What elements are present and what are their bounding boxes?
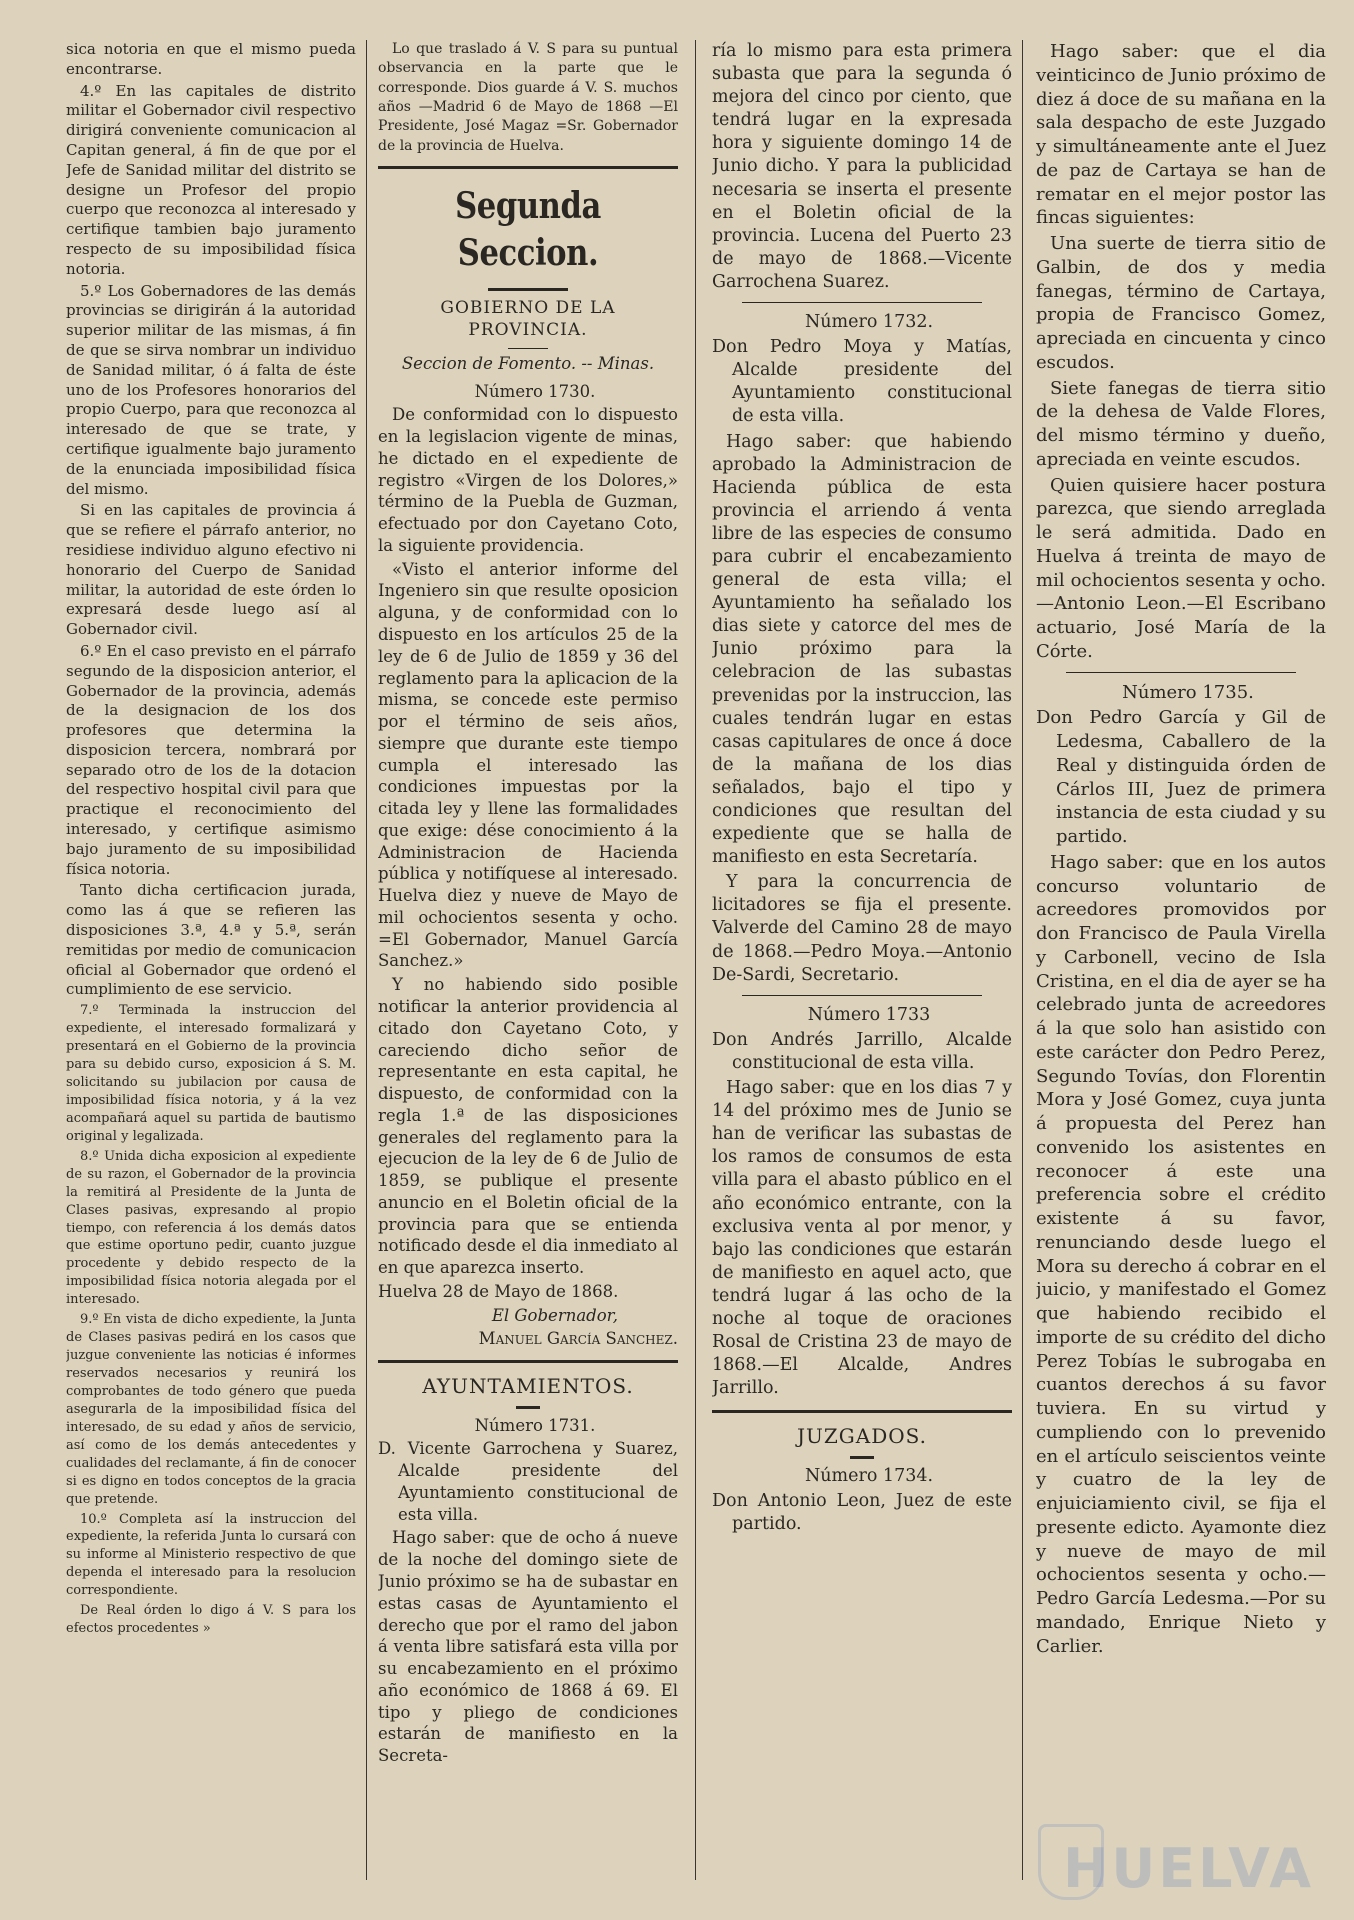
column-4 [1036,40,1326,1900]
paragraph: Huelva 28 de Mayo de 1868. [378,1281,619,1301]
ornament-rule [516,1406,540,1409]
column-1 [66,40,356,1900]
paragraph: 4.º En las capitales de distrito militar el Gobernador civil respectivo dirigirá conveniente comunicacion al Capitan general, á fin de que por el Jefe de Sanidad militar del distrito se designe un Profesor del propio cuerpo que reconozca al interesado y certifique tambien bajo juramento respecto de su imposibilidad física notoria. [66,81,356,278]
paragraph: 10.º Completa así la instruccion del expediente, la referida Junta lo cursará con su informe al Ministerio respectivo de que dependa el interesado para la resolucion correspondiente. [66,1511,356,1599]
col2-paragraphs [378,404,678,1302]
paragraph: 9.º En vista de dicho expediente, la Junta de Clases pasivas pedirá en los casos que juzgue conveniente las noticias é informes reservados necesarios y reunirá los comprobantes de todo género que pueda asegurarla de la imposibilidad física del interesado, de su edad y años de servicio, así como de los demás antecedentes y cualidades del reclamante, á fin de conocer si es digno en todos conceptos de la gracia que pretende. [66,1312,356,1507]
paragraph: sica notoria en que el mismo pueda encontrarse. [66,40,356,78]
notice-1731-heading: D. Vicente Garrochena y Suarez, Alcalde presidente del Ayuntamiento constitucional de esta villa. [378,1439,678,1524]
paragraph: Y no habiendo sido posible notificar la anterior providencia al citado don Cayetano Coto, y careciendo dicho señor de representante en esta capital, he dispuesto, de conformidad con la regla 1.ª de las disposiciones generales del reglamento para la ejecucion de la ley de 6 de Julio de 1859, se publique el presente anuncio en el Boletin oficial de la provincia para que se entienda notificado desde el dia inmediato al en que aparezca inserto. [378,975,678,1278]
paragraph: Hago saber: que el dia veinticinco de Junio próximo de diez á doce de su mañana en la sala despacho de este Juzgado y simultáneamente ante el Juez de paz de Cartaya se han de rematar en el mejor postor las fincas siguientes: [1036,41,1326,229]
paragraph: De Real órden lo digo á V. S para los efectos procedentes » [66,1603,356,1637]
notice-1731-body: Hago saber: que de ocho á nueve de la noche del domingo siete de Junio próximo se ha de subastar en estas casas de Ayuntamiento el derecho que por el ramo del jabon á venta libre satisfará esta villa por su encabezamiento en el próximo año económico de 1868 á 69. El tipo y pliego de condiciones estarán de manifiesto en la Secreta- [378,1528,678,1766]
ayuntamientos-heading: AYUNTAMIENTOS. [422,1374,634,1399]
paragraph: Hago saber: que habiendo aprobado la Administracion de Hacienda pública de esta provincia el arriendo á venta libre de las especies de consumo para cubrir el encabezamiento general de esta villa; el Ayuntamiento ha señalado los dias siete y catorce del mes de Junio próximo para la celebracion de las subastas prevenidas por la instruccion, las cuales tendrán lugar en estas casas capitulares de once á doce de la mañana de los dias señalados, bajo el tipo y condiciones que resultan del expediente que se halla de manifiesto en esta Secretaría. [712,431,1012,868]
col4-paragraphs [1036,40,1326,664]
section-divider [712,1410,1012,1413]
fomento-heading: Seccion de Fomento. -- Minas. [401,353,655,373]
notice-1731-continued: ría lo mismo para esta primera subasta que para la segunda ó mejora del cinco por ciento, que tendrá lugar en la expresada hora y siguiente domingo 14 de Junio dicho. Y para la publicidad necesaria se inserta el presente en el Boletin oficial de la provincia. Lucena del Puerto 23 de mayo de 1868.—Vicente Garrochena Suarez. [712,41,1012,292]
paragraph: Tanto dicha certificacion jurada, como las á que se refieren las disposiciones 3.ª, 4.ª y 5.ª, serán remitidas por medio de comunicacion oficial al Gobernador que ordenó el cumplimiento de ese servicio. [66,881,356,999]
section-divider [378,1360,678,1363]
notice-1732-heading: Don Pedro Moya y Matías, Alcalde presidente del Ayuntamiento constitucional de esta villa. [712,337,1012,427]
notice-1734-heading: Don Antonio Leon, Juez de este partido. [712,1490,1012,1534]
paragraph: 5.º Los Gobernadores de las demás provincias se dirigirán á la autoridad superior militar de las mismas, á fin de que se sirva nombrar un individuo de Sanidad militar, ó á falta de éste uno de los Profesores honorarios del propio Cuerpo, para que reconozca al interesado de que se trate, y certifique igualmente bajo juramento de la enunciada imposibilidad física del mismo. [66,281,356,498]
paragraph: Y para la concurrencia de licitadores se fija el presente. Valverde del Camino 28 de mayo de 1868.—Pedro Moya.—Antonio De-Sardi, Secretario. [712,872,1012,985]
notice-1735-heading: Don Pedro García y Gil de Ledesma, Caballero de la Real y distinguida órden de Cárlos III, Juez de primera instancia de esta ciudad y su partido. [1036,707,1326,847]
number-1733: Número 1733 [807,1004,931,1025]
paragraph: 7.º Terminada la instruccion del expediente, el interesado formalizará y presentará en el Gobierno de la provincia para su debido curso, exposicion á S. M. solicitando su jubilacion por causa de imposibilidad física notoria, y á la vez acompañará aquel su partida de bautismo original y legalizada. [66,1003,356,1144]
paragraph: 8.º Unida dicha exposicion al expediente de su razon, el Gobernador de la provincia la remitirá al Presidente de la Junta de Clases pasivas, expresando al propio tiempo, con referencia á los demás datos que estime oportuno pedir, cuanto juzgue procedente y debido respecto de la imposibilidad física notoria alegada por el interesado. [66,1148,356,1308]
number-1732: Número 1732. [804,312,934,333]
section-divider [378,166,678,169]
number-1731: Número 1731. [474,1415,596,1435]
notice-1735-body: Hago saber: que en los autos concurso voluntario de acreedores promovidos por don Francisco de Paula Virella y Carbonell, vecino de Isla Cristina, en el dia de ayer se ha celebrado junta de acreedores á la que solo han asistido con este carácter don Pedro Perez, Segundo Tovías, don Florentin Mora y José Gomez, cuya junta á propuesta del Perez han convenido los asistentes en reconocer á este una preferencia sobre el crédito existente á su favor, renunciando desde luego el Mora su derecho á cobrar en el juicio, y manifestado el Gomez que habiendo recibido el importe de su crédito del dicho Perez Tobías le subrogaba en cuantos derechos á su favor tuviera. En su virtud y cumpliendo con lo prevenido en el artículo seiscientos veinte y cuatro de la ley de enjuiciamiento civil, se fija el presente edicto. Ayamonte diez y nueve de mayo de mil ochocientos sesenta y ocho.—Pedro García Ledesma.—Por su mandado, Enrique Nieto y Carlier. [1036,851,1326,1657]
traslado-paragraph: Lo que traslado á V. S para su puntual observancia en la parte que le corresponde. Dios guarde á V. S. muchos años —Madrid 6 de Mayo de 1868 —El Presidente, José Magaz =Sr. Gobernador de la provincia de Huelva. [378,41,678,154]
number-1730: Número 1730. [474,381,596,401]
column-rule [366,40,367,1880]
gobernador-name: Manuel García Sanchez. [478,1329,678,1349]
number-1734: Número 1734. [804,1465,934,1486]
archive-watermark: HUELVA [1063,1837,1314,1900]
gobernador-label: El Gobernador, [491,1305,618,1325]
paragraph: De conformidad con lo dispuesto en la legislacion vigente de minas, he dictado en el expediente de registro «Virgen de los Dolores,» término de la Puebla de Guzman, efectuado por don Cayetano Coto, la siguiente providencia. [378,405,678,555]
column-rule [695,40,696,1880]
ornament-rule [850,1456,874,1459]
paragraph: Si en las capitales de provincia á que se refiere el párrafo anterior, no residiese individuo alguno efectivo ni honorario del Cuerpo de Sanidad militar, la autoridad de este órden lo expresará desde luego así al Gobernador civil. [66,501,356,639]
column-rule [1022,40,1023,1880]
col1-paragraphs [66,40,356,1638]
gobierno-heading: GOBIERNO DE LA PROVINCIA. [440,297,616,341]
short-rule [508,348,548,349]
number-1735: Número 1735. [1122,681,1254,703]
paragraph: «Visto el anterior informe del Ingeniero sin que resulte oposicion alguna, y de conformidad con lo dispuesto en los artículos 25 de la ley de 6 de Julio de 1859 y 36 del reglamento para la aplicacion de la misma, se concede este permiso por el término de seis años, siempre que durante este tiempo cumpla el interesado las condiciones impuestas por la citada ley y llene las formalidades que exige: dése conocimiento á la Administracion de Hacienda pública y notifíquese al interesado. Huelva diez y nueve de Mayo de mil ochocientos sesenta y ocho. =El Gobernador, Manuel García Sanchez.» [378,559,678,971]
short-rule [742,302,982,303]
column-3 [712,40,1012,1900]
notice-1733-heading: Don Andrés Jarrillo, Alcalde constitucional de esta villa. [712,1029,1012,1073]
notice-1733-body: Hago saber: que en los dias 7 y 14 del próximo mes de Junio se han de verificar las subastas de los ramos de consumos de esta villa para el abasto público en el año económico entrante, con la exclusiva venta al por menor, y bajo las condiciones que estarán de manifiesto en aquel acto, que tendrá lugar á las ocho de la noche al toque de oraciones Rosal de Cristina 23 de mayo de 1868.—El Alcalde, Andres Jarrillo. [712,1078,1012,1399]
short-rule [1066,672,1296,673]
paragraph: Una suerte de tierra sitio de Galbin, de dos y media fanegas, término de Cartaya, propia de Francisco Gomez, apreciada en cincuenta y cinco escudos. [1036,233,1326,373]
col3-paragraphs [712,431,1012,987]
juzgados-heading: JUZGADOS. [797,1424,927,1449]
ornament-rule [488,288,568,291]
paragraph: 6.º En el caso previsto en el párrafo segundo de la disposicion anterior, el Gobernador de la provincia, además de la designacion de los dos profesores que determina la disposicion tercera, nombrará por separado otro de los de la dotacion del respectivo hospital civil para que practique el reconocimiento del interesado, y certifique asimismo bajo juramento de su imposibilidad física notoria. [66,641,356,878]
section-title: Segunda Seccion. [455,184,601,275]
paragraph: Quien quisiere hacer postura parezca, que siendo arreglada le será admitida. Dado en Huelva á treinta de mayo de mil ochocientos sesenta y ocho.—Antonio Leon.—El Escribano actuario, José María de la Córte. [1036,474,1326,662]
short-rule [742,995,982,996]
paragraph: Siete fanegas de tierra sitio de la dehesa de Valde Flores, del mismo término y dueño, apreciada en veinte escudos. [1036,377,1326,470]
column-2 [378,40,678,1900]
